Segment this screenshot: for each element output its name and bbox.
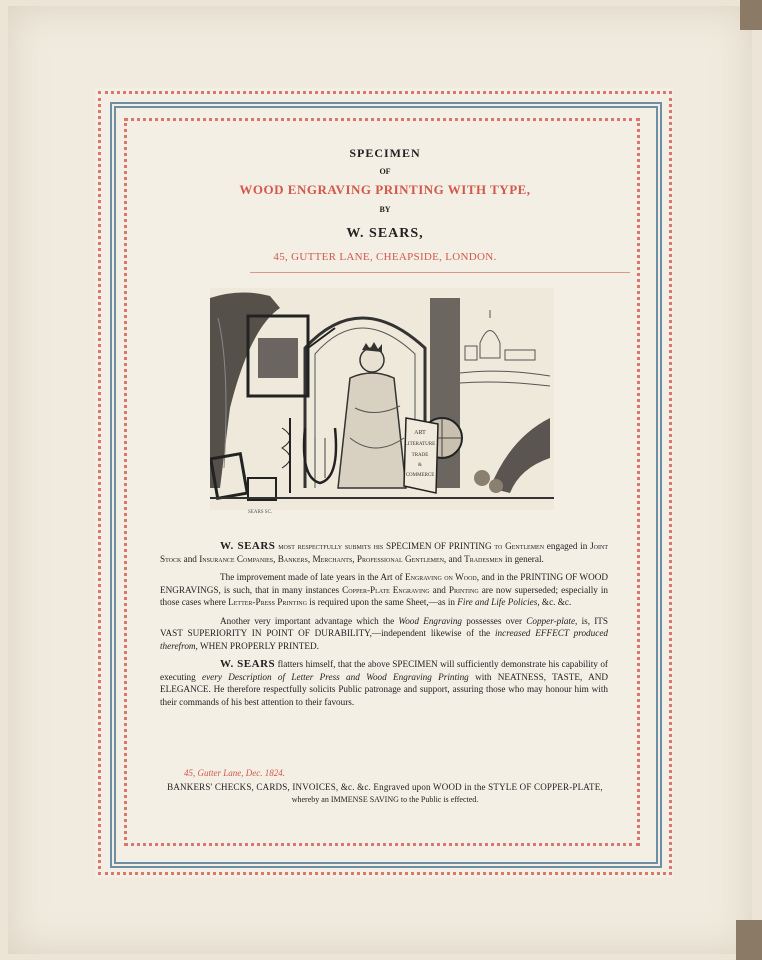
- book-text-3: TRADE: [411, 453, 429, 458]
- paragraph-2: The improvement made of late years in the Art of Engraving on Wood, and in the PRINTING OF WOOD ENGRAVINGS, is such, that in many instances Copper-Plate Engraving and Printing are now superseded; especially in those cases where Letter-Press Printing is required upon the same Sheet,—as in Fire and Life Policies, &c. &c.: [160, 572, 608, 607]
- allegorical-figure: [338, 342, 406, 488]
- footer-line-2: whereby an IMMENSE SAVING to the Public is effected.: [291, 795, 479, 804]
- paragraph-1: W. SEARS most respectfully submits his SPECIMEN OF PRINTING to Gentlemen engaged in Joint Stock and Insurance Companies, Bankers, Merchants, Professional Gentlemen, and Tradesmen in general.: [160, 540, 609, 564]
- mount-corner-bottom: [736, 920, 762, 960]
- title-specimen: SPECIMEN: [349, 146, 421, 160]
- engraving-illustration: [210, 288, 554, 510]
- date-line: 45, Gutter Lane, Dec. 1824.: [184, 768, 285, 778]
- engraving-svg: [210, 288, 554, 510]
- body-text: [160, 540, 608, 714]
- book-text-2: LITERATURE: [404, 442, 436, 447]
- book-text-5: COMMERCE: [405, 473, 435, 478]
- mount-corner-top: [740, 0, 762, 30]
- title-of: OF: [379, 167, 391, 176]
- book-text-4: &: [418, 463, 422, 468]
- divider-rule: [250, 272, 630, 273]
- title-address: 45, GUTTER LANE, CHEAPSIDE, LONDON.: [273, 251, 497, 263]
- book: [404, 418, 438, 493]
- book-text-1: ART: [414, 430, 426, 436]
- paragraph-4: W. SEARS flatters himself, that the above SPECIMEN will sufficiently demonstrate his capability of executing every Description of Letter Press and Wood Engraving Printing with NEATNESS, TASTE, AND ELEGANCE. He therefore respectfully solicits Public patronage and support, assuring those who may honour him with their commands of his best attention to their favours.: [160, 658, 608, 707]
- engraver-signature: SEARS SC.: [248, 510, 273, 515]
- skyline: [460, 310, 550, 386]
- title-name: W. SEARS,: [346, 226, 424, 241]
- footer-line-1: BANKERS' CHECKS, CARDS, INVOICES, &c. &c. Engraved upon WOOD in the STYLE OF COPPER-PLATE,: [167, 782, 603, 792]
- title-main: WOOD ENGRAVING PRINTING WITH TYPE,: [239, 182, 531, 197]
- title-by: BY: [379, 205, 391, 214]
- lyre: [304, 428, 336, 483]
- paragraph-3: Another very important advantage which the Wood Engraving possesses over Copper-plate, is, ITS VAST SUPERIORITY IN POINT OF DURABILITY,—independent likewise of the increased EFFECT produced therefrom, WHEN PROPERLY PRINTED.: [160, 615, 608, 651]
